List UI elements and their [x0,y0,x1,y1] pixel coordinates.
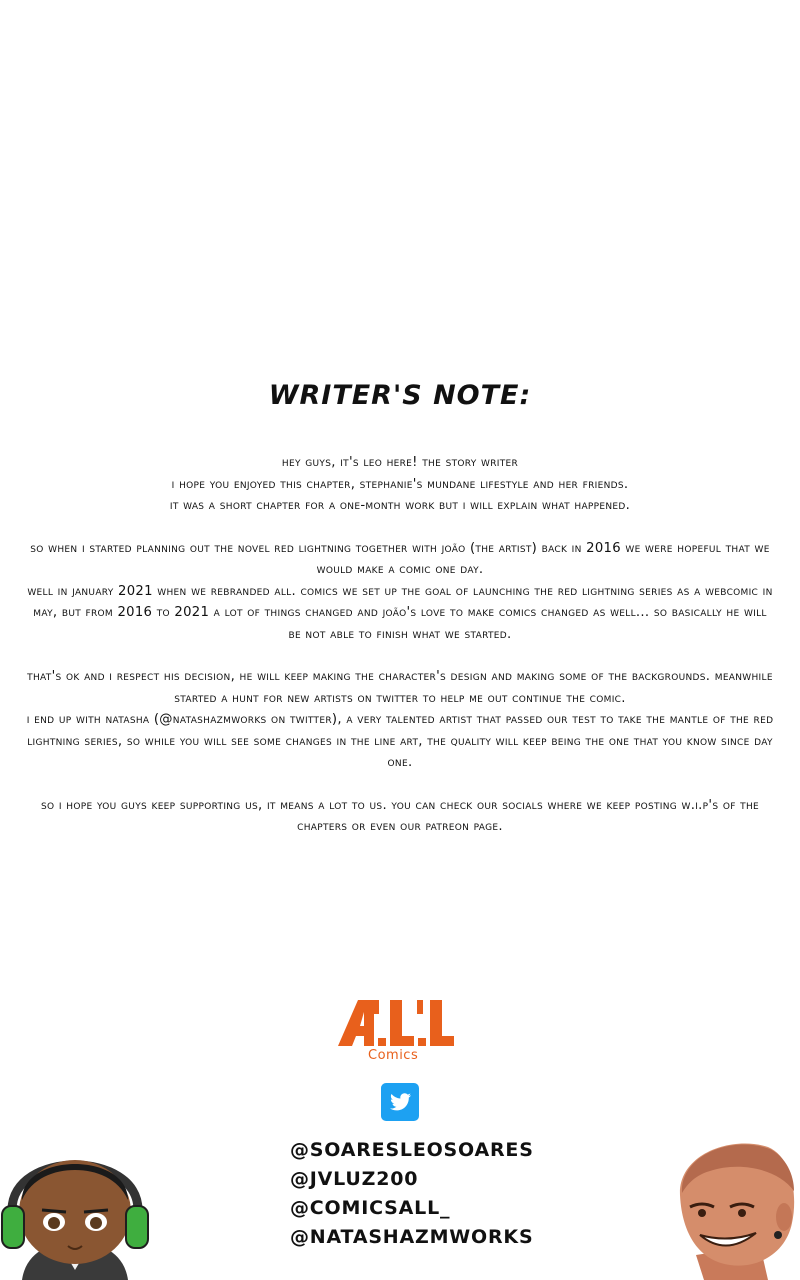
note-paragraph-2: so when i started planning out the novel red lightning together with joão (the artist) back in 2016 we were hopeful that we would make a comic one day. well in january 2021 when we rebranded all. comics we set up the goal of launching the red lightning series as a webcomic in may, but from 2016 to 2021 a lot of things changed and joão's love to make comics changed as well... so basically he will be not able to finish what we started. [27,540,773,642]
writer-avatar-illustration [0,1130,150,1280]
writers-note-body [25,452,775,859]
handle-soaresleosoares[interactable]: @SOARESLEOSOARES [290,1139,534,1161]
note-paragraph-4: so i hope you guys keep supporting us, it means a lot to us. you can check our socials where we keep posting w.i.p's of the chapters or even our patreon page. [40,797,760,834]
social-handles [290,1136,534,1252]
page-title: WRITER'S NOTE: [268,380,532,411]
twitter-bird-icon[interactable] [381,1083,419,1121]
handle-jvluz200[interactable]: @JVLUZ200 [290,1168,419,1190]
handle-comicsall[interactable]: @COMICSALL_ [290,1197,451,1219]
handle-natashazmworks[interactable]: @NATASHAZMWORKS [290,1226,534,1248]
note-paragraph-3: that's ok and i respect his decision, he will keep making the character's design and making some of the backgrounds. meanwhile started a hunt for new artists on twitter to help me out continue the comic. i end up with natasha (@natashazmworks on twitter), a very talented artist that passed our test to take the mantle of the red lightning series, so while you will see some changes in the line art, the quality will keep being the one that you know since day one. [26,669,774,770]
note-paragraph-1: hey guys, it's leo here! the story writer i hope you enjoyed this chapter, stephanie's mundane lifestyle and her friends. it was a short chapter for a one-month work but i will explain what happened. [169,455,631,513]
artist-avatar-illustration [660,1135,800,1280]
logo-subtext: Comics [368,1048,419,1063]
